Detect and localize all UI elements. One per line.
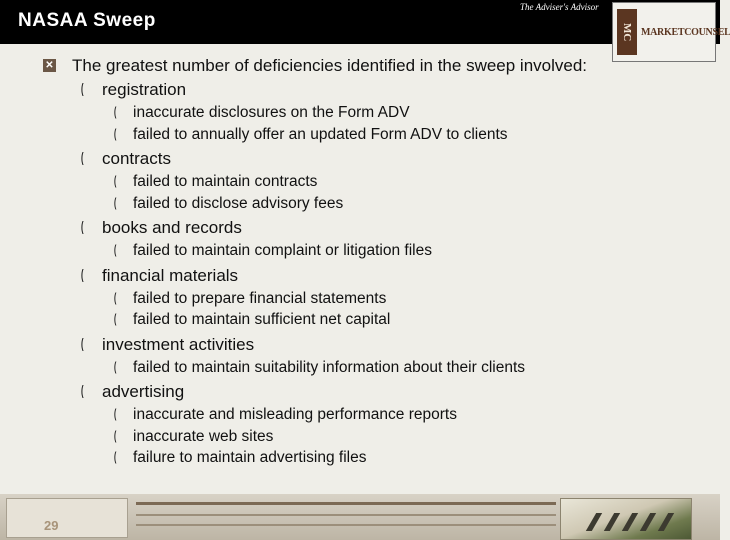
outline-subitem-label: failed to maintain sufficient net capital <box>133 311 391 328</box>
outline-item-label: registration <box>102 80 187 99</box>
page-title: NASAA Sweep <box>18 10 156 31</box>
footer-stripe <box>136 502 556 505</box>
outline-subitem-label: failed to maintain suitability information about their clients <box>133 358 526 376</box>
footer-photo <box>560 498 692 540</box>
chevron-bullet-icon: ( <box>81 265 84 282</box>
outline-subitem-label: inaccurate web sites <box>133 427 274 445</box>
footer-stripe <box>136 524 556 526</box>
intro-text: The greatest number of deficiencies identified in the sweep involved: <box>72 56 588 75</box>
outline-subitem-label: failed to maintain complaint or litigation files <box>133 242 432 259</box>
chevron-bullet-icon: ( <box>81 149 84 165</box>
outline-subitem-label: failed to maintain contracts <box>133 173 318 190</box>
outline-subitem-label: failed to annually offer an updated Form ADV to clients <box>133 125 508 143</box>
outline-subitem-label: inaccurate and misleading performance reports <box>133 406 457 423</box>
chevron-bullet-icon: ( <box>81 382 84 398</box>
outline-item-label: advertising <box>102 382 185 401</box>
chevron-bullet-icon: ( <box>113 358 117 374</box>
footer-panel-left <box>6 498 128 538</box>
outline-subitem-label: failed to prepare financial statements <box>133 289 387 307</box>
chevron-bullet-icon: ( <box>113 449 117 464</box>
chevron-bullet-icon: ( <box>81 80 84 96</box>
chevron-bullet-icon: ( <box>113 406 117 421</box>
outline-subitem-label: failed to disclose advisory fees <box>133 194 344 212</box>
outline-item-label: books and records <box>102 218 242 237</box>
outline-subitem-label: inaccurate disclosures on the Form ADV <box>133 104 410 121</box>
outline-item-label: investment activities <box>102 334 255 354</box>
outline-item-label: financial materials <box>102 265 239 285</box>
logo-text: MARKETCOUNSEL <box>641 26 730 38</box>
chevron-bullet-icon: ( <box>113 104 117 119</box>
chevron-bullet-icon: ( <box>81 218 84 234</box>
footer-banner <box>0 494 720 540</box>
outline-item-label: contracts <box>102 149 171 168</box>
footer-stripe <box>136 514 556 516</box>
chevron-bullet-icon: ( <box>113 194 117 210</box>
chevron-bullet-icon: ( <box>113 242 117 257</box>
outline-subitem-label: failure to maintain advertising files <box>133 449 367 466</box>
checkbox-icon: ✕ <box>43 59 56 72</box>
chevron-bullet-icon: ( <box>113 427 117 443</box>
chevron-bullet-icon: ( <box>81 334 84 351</box>
tagline: The Adviser's Advisor <box>520 2 599 12</box>
chevron-bullet-icon: ( <box>113 125 117 141</box>
logo-mark: MC <box>617 9 637 55</box>
chevron-bullet-icon: ( <box>113 173 117 188</box>
chevron-bullet-icon: ( <box>113 311 117 326</box>
company-logo <box>612 2 730 62</box>
page-number: 29 <box>44 518 59 533</box>
chevron-bullet-icon: ( <box>113 289 117 305</box>
